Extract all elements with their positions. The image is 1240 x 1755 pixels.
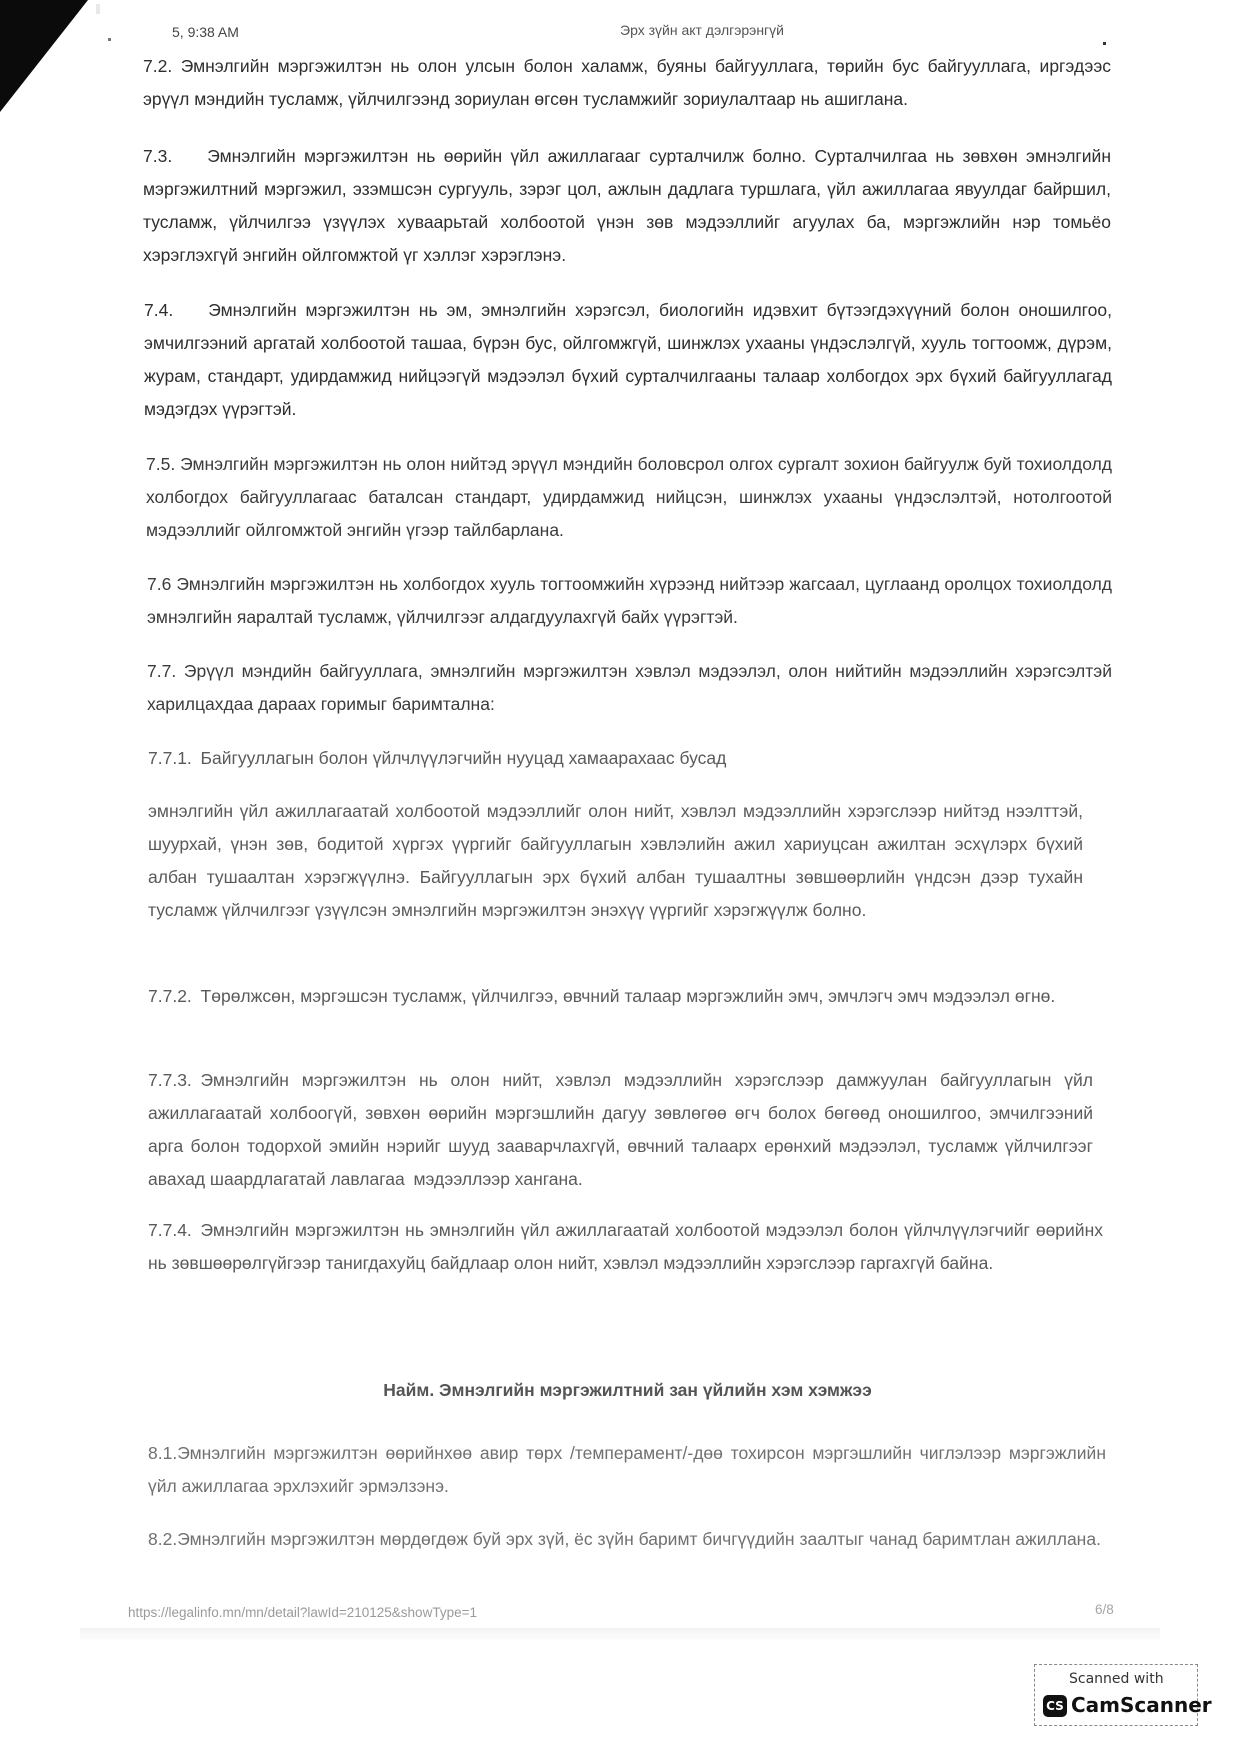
scan-corner-mark (96, 4, 100, 14)
header-time: 5, 9:38 AM (172, 24, 239, 40)
header-title: Эрх зүйн акт дэлгэрэнгүй (620, 22, 784, 38)
paragraph-7-5: 7.5. Эмнэлгийн мэргэжилтэн нь олон нийтэд эрүүл мэндийн боловсрол олгох сургалт зохион байгуулж буй тохиолдолд холбогдох байгууллагаас баталсан стандарт, удирдамжид нийцсэн, шинжлэх ухааны үндэслэлтэй, нотолгоотой мэдээллийг ойлгомжтой энгийн үгээр тайлбарлана. (146, 454, 1112, 540)
paragraph-7-4: 7.4. Эмнэлгийн мэргэжилтэн нь эм, эмнэлгийн хэрэгсэл, биологийн идэвхит бүтээгдэхүүний болон оношилгоо, эмчилгээний аргатай холбоотой ташаа, бүрэн бус, ойлгомжгүй, шинжлэх ухааны үндэслэлгүй, хууль тогтоомж, дүрэм, журам, стандарт, удирдамжид нийцээгүй мэдээлэл бүхий сурталчилгааны талаар холбогдох эрх бүхий байгууллагад мэдэгдэх үүрэгтэй. (144, 300, 1112, 419)
scan-corner-shadow (0, 0, 88, 112)
scanned-with-label: Scanned with (1069, 1671, 1164, 1687)
header-dot (1103, 42, 1106, 45)
paragraph-7-7-3: 7.7.3. Эмнэлгийн мэргэжилтэн нь олон нийт, хэвлэл мэдээллийн хэрэгслээр дамжуулан байгууллагын үйл ажиллагаатай холбоогүй, зөвхөн өөрийн мэргэшлийн дагуу зөвлөгөө өгч болох бөгөөд оношилгоо, эмчилгээний арга болон тодорхой эмийн нэрийг шууд зааварчлахгүй, өвчний талаарх ерөнхий мэдээлэл, тусламж үйлчилгээг авахад шаардлагатай лавлагаа мэдээллээр хангана. (148, 1070, 1093, 1189)
paragraph-7-7-2: 7.7.2. Төрөлжсөн, мэргэшсэн тусламж, үйлчилгээ, өвчний талаар мэргэжлийн эмч, эмчлэгч эмч мэдээлэл өгнө. (148, 986, 1056, 1006)
paragraph-7-7: 7.7. Эрүүл мэндийн байгууллага, эмнэлгийн мэргэжилтэн хэвлэл мэдээлэл, олон нийтийн мэдээллийн хэрэгсэлтэй харилцахдаа дараах горимыг баримтална: (147, 661, 1112, 714)
scan-corner-dot (108, 38, 111, 41)
camscanner-name: CamScanner (1071, 1693, 1212, 1717)
paragraph-7-3: 7.3. Эмнэлгийн мэргэжилтэн нь өөрийн үйл ажиллагааг сурталчилж болно. Сурталчилгаа нь зөвхөн эмнэлгийн мэргэжилтний мэргэжил, эзэмшсэн сургууль, зэрэг цол, ажлын дадлага туршлага, үйл ажиллагаа явуулдаг байршил, тусламж, үйлчилгээ үзүүлэх хуваарьтай холбоотой үнэн зөв мэдээллийг агуулах ба, мэргэжлийн нэр томьёо хэрэглэхгүй энгийн ойлгомжтой үг хэллэг хэрэглэнэ. (143, 146, 1111, 265)
paragraph-7-2: 7.2. Эмнэлгийн мэргэжилтэн нь олон улсын болон халамж, буяны байгууллага, төрийн бус байгууллага, иргэдээс эрүүл мэндийн тусламж, үйлчилгээнд зориулан өгсөн тусламжийг зориулалтаар нь ашиглана. (143, 56, 1111, 109)
paragraph-7-7-1-lead: 7.7.1. Байгууллагын болон үйлчлүүлэгчийн нууцад хамаарахаас бусад (148, 748, 727, 768)
section-8-heading: Найм. Эмнэлгийн мэргэжилтний зан үйлийн хэм хэмжээ (383, 1380, 872, 1400)
camscanner-badge (1034, 1664, 1212, 1726)
paragraph-8-1: 8.1.Эмнэлгийн мэргэжилтэн өөрийнхөө авир төрх /темперамент/-дөө тохирсон мэргэшлийн чиглэлээр мэргэжлийн үйл ажиллагаа эрхлэхийг эрмэлзэнэ. (148, 1443, 1106, 1496)
paragraph-7-6: 7.6 Эмнэлгийн мэргэжилтэн нь холбогдох хууль тогтоомжийн хүрээнд нийтээр жагсаал, цуглаанд оролцох тохиолдолд эмнэлгийн яаралтай тусламж, үйлчилгээг алдагдуулахгүй байх үүрэгтэй. (147, 574, 1112, 627)
paragraph-8-2: 8.2.Эмнэлгийн мэргэжилтэн мөрдөгдөж буй эрх зүй, ёс зүйн баримт бичгүүдийн заалтыг чанад баримтлан ажиллана. (148, 1529, 1101, 1549)
footer-url: https://legalinfo.mn/mn/detail?lawId=210125&showType=1 (128, 1605, 477, 1620)
paragraph-7-7-1-body: эмнэлгийн үйл ажиллагаатай холбоотой мэдээллийг олон нийт, хэвлэл мэдээллийн хэрэгслээр нийтэд нээлттэй, шуурхай, үнэн зөв, бодитой хүргэх үүргийг байгууллагын хэвлэлийн ажил хариуцсан ажилтан эсхүлэрх бүхий албан тушаалтан хэрэгжүүлнэ. Байгууллагын эрх бүхий албан тушаалтны зөвшөөрлийн үндсэн дээр тухайн тусламж үйлчилгээг үзүүлсэн эмнэлгийн мэргэжилтэн энэхүү үүргийг хэрэгжүүлж болно. (148, 801, 1083, 920)
footer-page-number: 6/8 (1095, 1602, 1114, 1617)
camscanner-logo-icon: CS (1043, 1695, 1067, 1717)
paragraph-7-7-4: 7.7.4. Эмнэлгийн мэргэжилтэн нь эмнэлгийн үйл ажиллагаатай холбоотой мэдээлэл болон үйлчлүүлэгчийг өөрийнх нь зөвшөөрөлгүйгээр танигдахуйц байдлаар олон нийт, хэвлэл мэдээллийн хэрэгслээр гаргахгүй байна. (148, 1220, 1103, 1273)
page-edge-shadow (80, 1628, 1160, 1642)
